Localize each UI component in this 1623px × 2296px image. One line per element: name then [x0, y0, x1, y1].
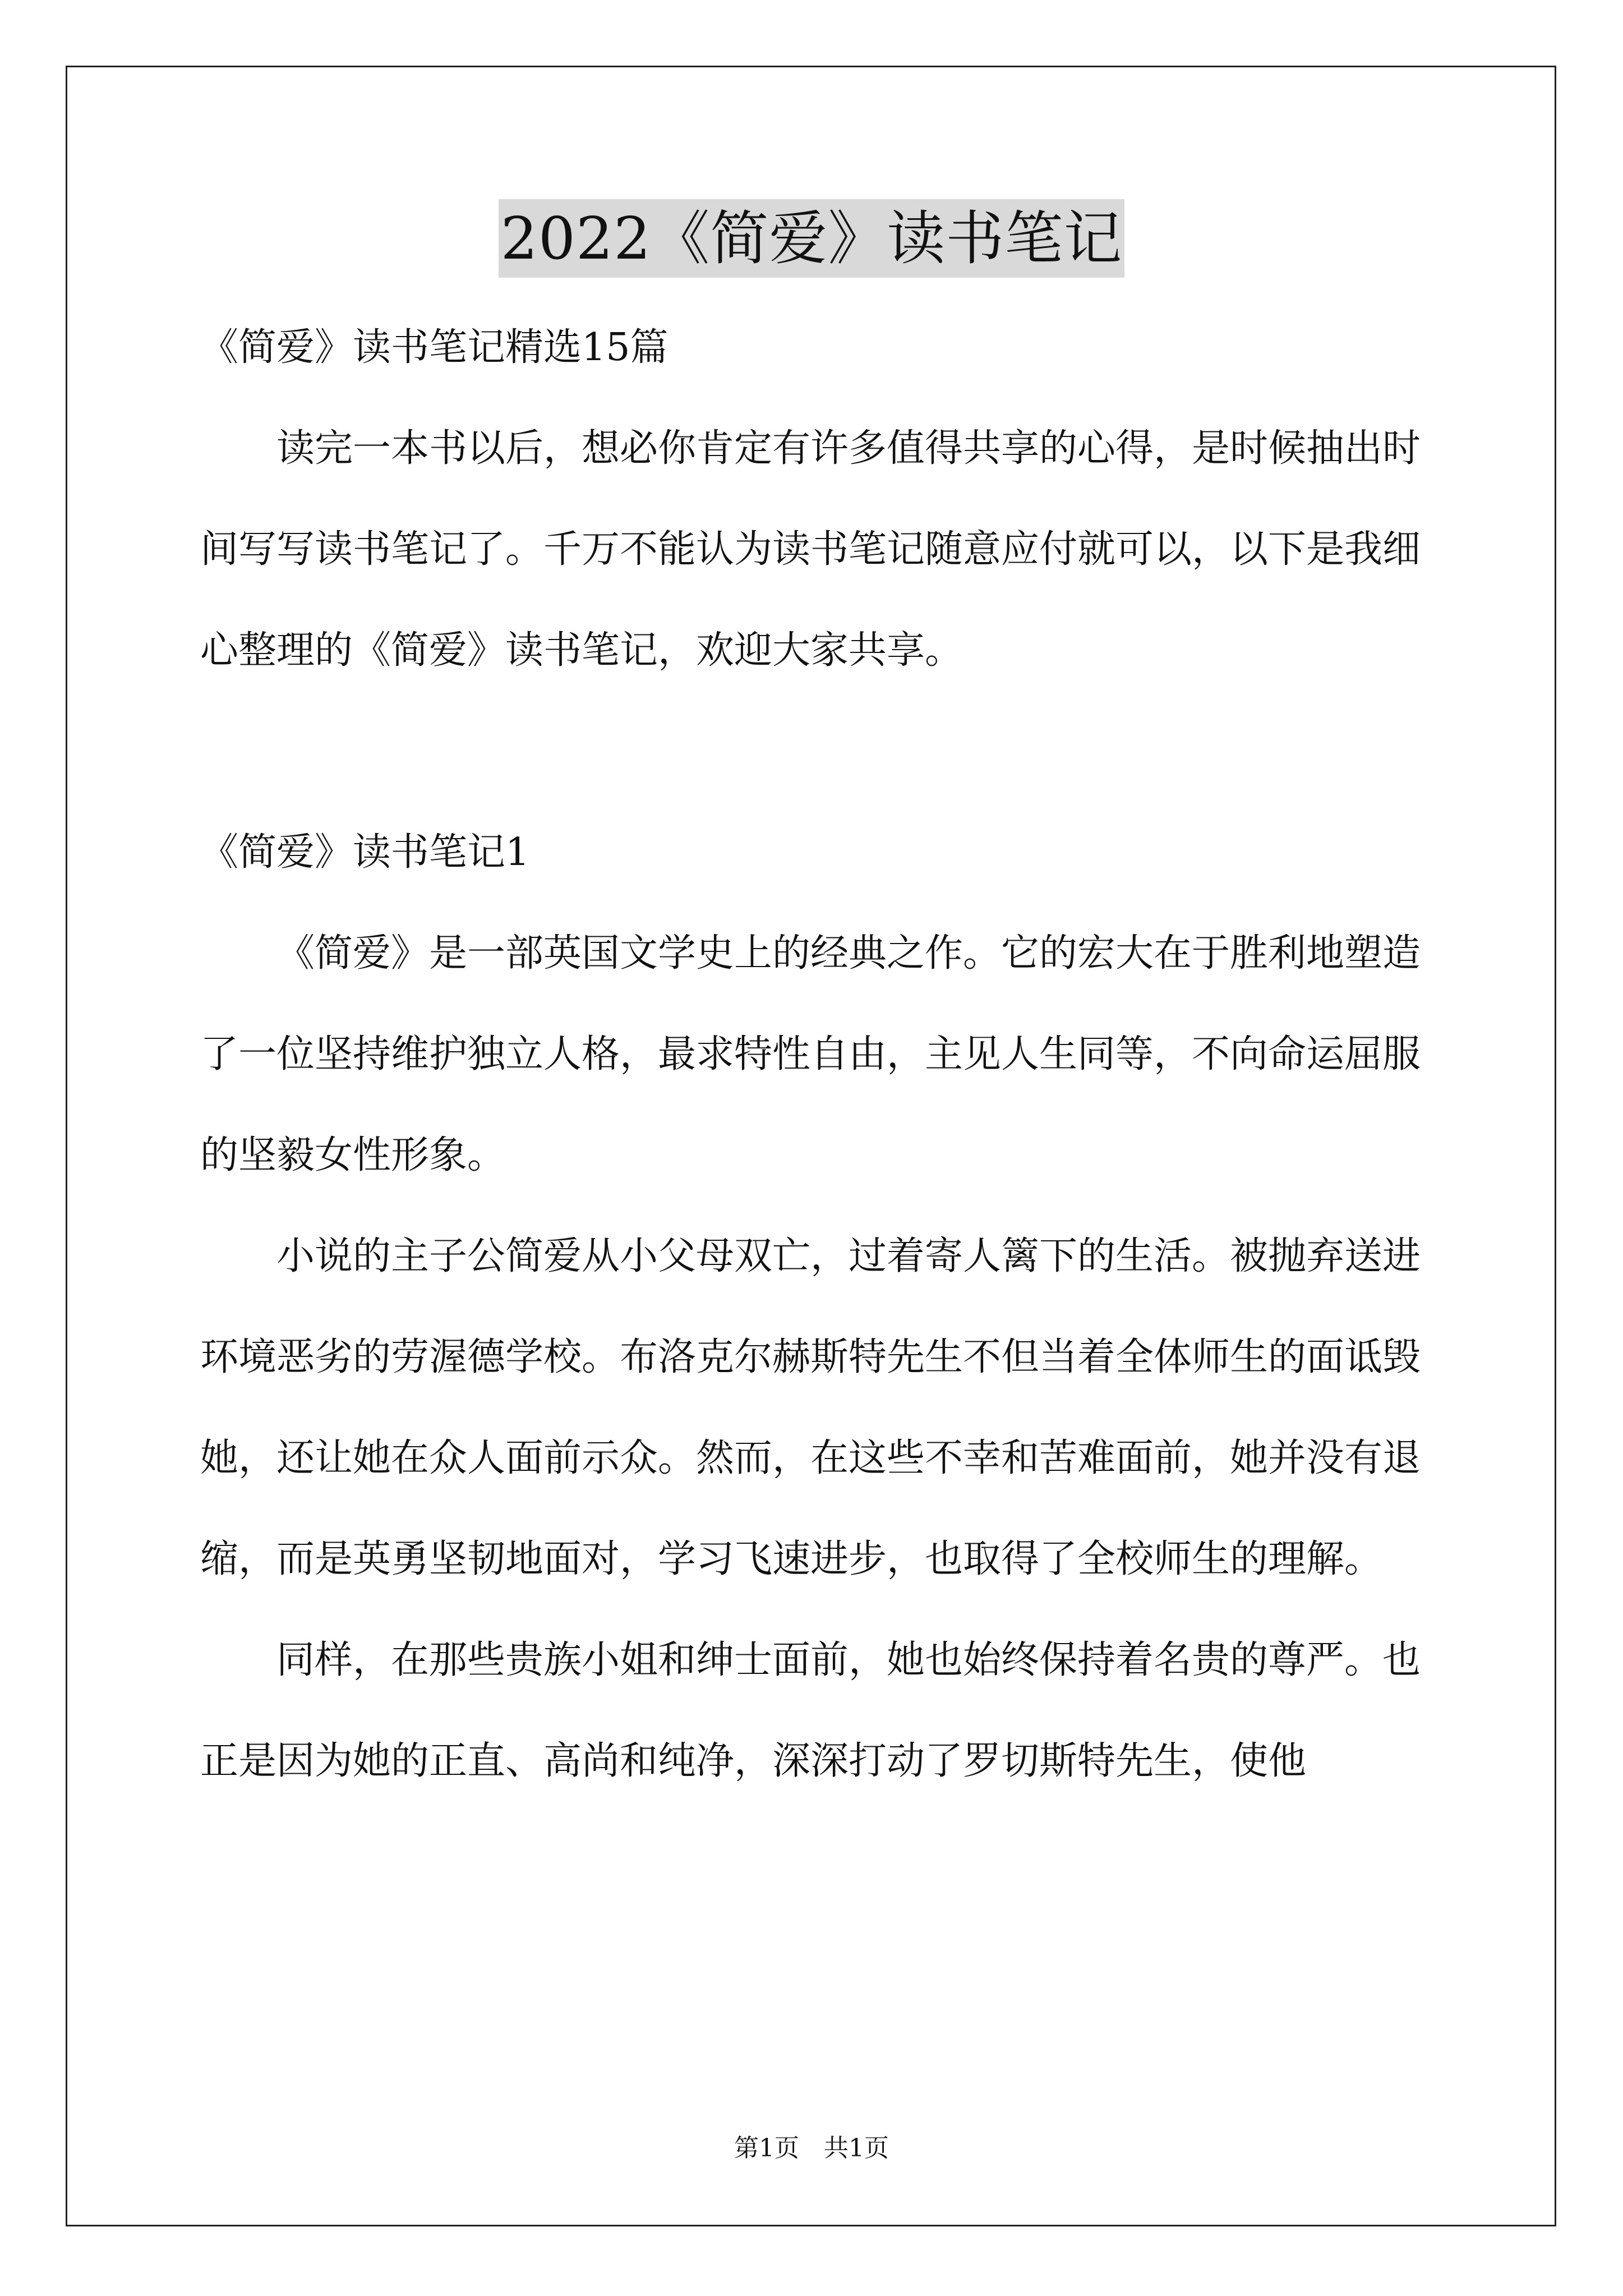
body-paragraph: 小说的主子公简爱从小父母双亡，过着寄人篱下的生活。被抛弃送进环境恶劣的劳渥德学校。布洛克尔赫斯特先生不但当着全体师生的面诋毁她，还让她在众人面前示众。然而，在这些不幸和苦难面前，她并没有退缩，而是英勇坚韧地面对，学习飞速进步，也取得了全校师生的理解。: [200, 1234, 1421, 1581]
section-heading: 《简爱》读书笔记1: [200, 830, 530, 875]
document-subtitle: 《简爱》读书笔记精选15篇: [200, 325, 668, 370]
title-container: [0, 199, 1623, 278]
body-paragraph: 《简爱》是一部英国文学史上的经典之作。它的宏大在于胜利地塑造了一位坚持维护独立人格，最求特性自由，主见人生同等，不向命运屈服的坚毅女性形象。: [200, 931, 1421, 1177]
body-paragraph: 同样，在那些贵族小姐和绅士面前，她也始终保持着名贵的尊严。也正是因为她的正直、高尚和纯净，深深打动了罗切斯特先生，使他: [200, 1638, 1421, 1783]
page-total: 共1页: [824, 2134, 889, 2162]
spacer: [200, 701, 1434, 802]
document-title: 2022《简爱》读书笔记: [499, 199, 1125, 278]
page-footer: [0, 2132, 1623, 2165]
intro-paragraph: 读完一本书以后，想必你肯定有许多值得共享的心得，是时候抽出时间写写读书笔记了。千万不能认为读书笔记随意应付就可以，以下是我细心整理的《简爱》读书笔记，欢迎大家共享。: [200, 426, 1421, 673]
page-number: 第1页: [734, 2134, 799, 2162]
document-body: [200, 297, 1434, 1812]
